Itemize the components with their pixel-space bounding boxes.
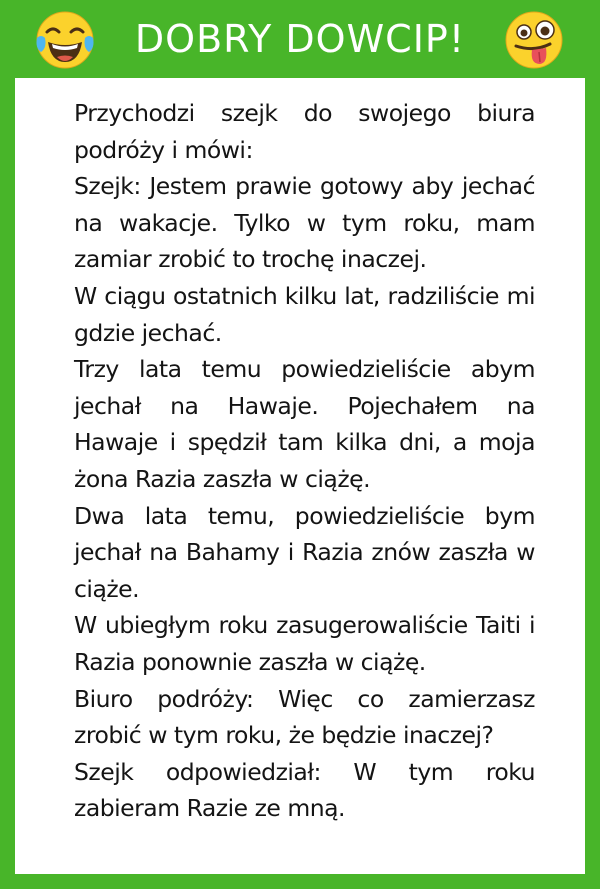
joke-paragraph: Dwa lata temu, powiedzieliście bym jechał na Bahamy i Razia znów zaszła w ciąże. (74, 501, 535, 603)
joke-paragraph: Trzy lata temu powiedzieliście abym jechał na Hawaje. Pojechałem na Hawaje i spędził tam kilka dni, a moja żona Razia zaszła w ciążę. (74, 355, 535, 493)
joke-paragraph: Szejk: Jestem prawie gotowy aby jechać na wakacje. Tylko w tym roku, mam zamiar zrobić to trochę inaczej. (74, 172, 535, 274)
joke-paragraph: Przychodzi szejk do swojego biura podróży i mówi: (74, 99, 535, 164)
joke-paragraph: Szejk odpowiedział: W tym roku zabieram Razie ze mną. (74, 757, 535, 823)
tears-of-joy-emoji-icon (33, 8, 97, 72)
page-title: DOBRY DOWCIP! (134, 17, 466, 61)
header-bar (0, 0, 600, 78)
winking-tongue-emoji-icon (502, 8, 566, 72)
joke-text-panel (15, 78, 585, 874)
joke-paragraph: Biuro podróży: Więc co zamierzasz zrobić w tym roku, że będzie inaczej? (74, 684, 535, 750)
joke-paragraph: W ubiegłym roku zasugerowaliście Taiti i Razia ponownie zaszła w ciążę. (74, 611, 535, 676)
joke-paragraph: W ciągu ostatnich kilku lat, radziliście mi gdzie jechać. (74, 281, 535, 347)
